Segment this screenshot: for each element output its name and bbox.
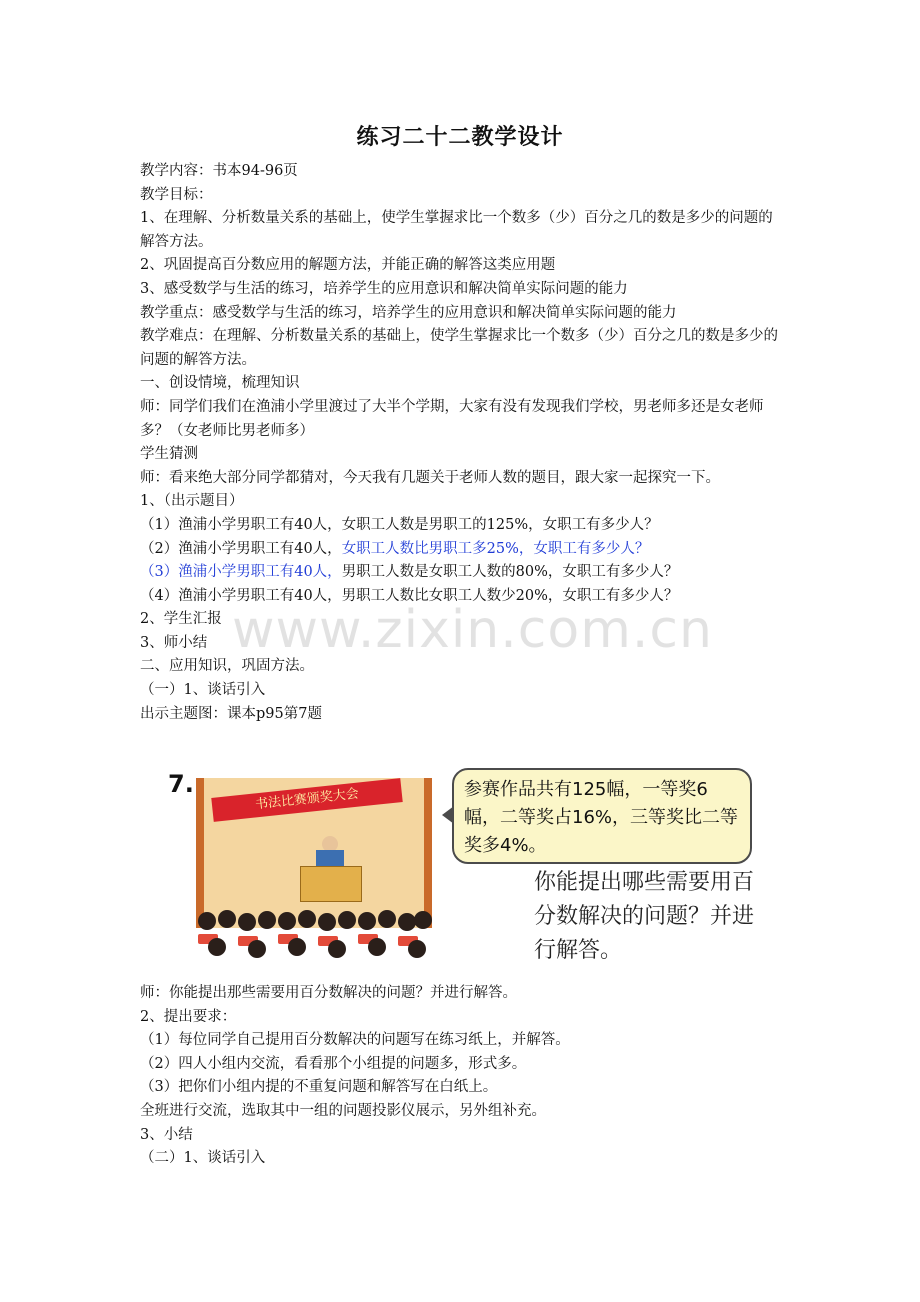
document-body <box>140 160 786 726</box>
text-line: 2、学生汇报 <box>140 611 222 628</box>
text-line: 教学重点：感受数学与生活的练习，培养学生的应用意识和解决简单实际问题的能力 <box>140 304 677 321</box>
document-title: 练习二十二教学设计 <box>356 124 564 150</box>
problem-2-highlight: 女职工人数比男职工多25%，女职工有多少人？ <box>341 540 650 557</box>
text-line: （一）1、谈话引入 <box>140 682 266 699</box>
text-line: （二）1、谈话引入 <box>140 1150 266 1167</box>
text-line: 3、小结 <box>140 1126 193 1143</box>
text-line: 1、在理解、分析数量关系的基础上，使学生掌握求比一个数多（少）百分之几的数是多少的问题的解答方法。 <box>140 210 773 250</box>
text-line: 出示主题图：课本p95第7题 <box>140 705 322 722</box>
podium <box>300 866 362 902</box>
problem-2 <box>140 538 786 562</box>
text-line: 师：同学们我们在渔浦小学里渡过了大半个学期，大家有没有发现我们学校，男老师多还是女老师多？（女老师比男老师多） <box>140 398 764 439</box>
text-line: 教学内容：书本94-96页 <box>140 163 298 179</box>
figure-number: 7. <box>168 770 194 798</box>
text-line: （3）把你们小组内提的不重复问题和解答写在白纸上。 <box>140 1079 498 1096</box>
problem-3 <box>140 561 786 585</box>
text-line: 2、巩固提高百分数应用的解题方法，并能正确的解答这类应用题 <box>140 257 556 274</box>
document-body-continued <box>140 982 786 1171</box>
problem-2-prefix: （2）渔浦小学男职工有40人， <box>140 540 342 557</box>
problem-3-highlight: （3）渔浦小学男职工有40人， <box>140 564 342 581</box>
figure-question: 你能提出哪些需要用百分数解决的问题？并进行解答。 <box>534 870 755 963</box>
text-line: 1、（出示题目） <box>140 493 244 510</box>
problem-1: （1）渔浦小学男职工有40人，女职工人数是男职工的125%，女职工有多少人？ <box>140 516 659 533</box>
problem-3-rest: 男职工人数是女职工人数的80%，女职工有多少人？ <box>341 564 679 581</box>
text-line: 教学目标： <box>140 186 213 203</box>
text-line: 教学难点：在理解、分析数量关系的基础上，使学生掌握求比一个数多（少）百分之几的数是多少的问题的解答方法。 <box>140 328 778 368</box>
text-line: 3、师小结 <box>140 634 208 651</box>
audience-crowd <box>196 908 432 958</box>
text-line: 3、感受数学与生活的练习，培养学生的应用意识和解决简单实际问题的能力 <box>140 280 628 297</box>
textbook-figure <box>160 758 772 970</box>
section-heading: 二、应用知识，巩固方法。 <box>140 658 314 675</box>
problem-4: （4）渔浦小学男职工有40人，男职工人数比女职工人数少20%，女职工有多少人？ <box>140 587 679 604</box>
watermark: www.zixin.com.cn <box>232 600 713 660</box>
text-line: 学生猜测 <box>140 446 198 463</box>
stage-banner: 书法比赛颁奖大会 <box>211 778 402 822</box>
text-line: 师：你能提出那些需要用百分数解决的问题？并进行解答。 <box>140 985 517 1001</box>
text-line: 师：看来绝大部分同学都猜对，今天我有几题关于老师人数的题目，跟大家一起探究一下。 <box>140 469 720 486</box>
text-line: （2）四人小组内交流，看看那个小组提的问题多，形式多。 <box>140 1055 527 1072</box>
section-heading: 一、创设情境，梳理知识 <box>140 375 300 392</box>
speech-bubble: 参赛作品共有125幅，一等奖6幅，二等奖占16%，三等奖比二等奖多4%。 <box>452 768 752 864</box>
text-line: 2、提出要求： <box>140 1008 237 1025</box>
text-line: 全班进行交流，选取其中一组的问题投影仪展示，另外组补充。 <box>140 1102 546 1119</box>
text-line: （1）每位同学自己提用百分数解决的问题写在练习纸上，并解答。 <box>140 1032 570 1049</box>
